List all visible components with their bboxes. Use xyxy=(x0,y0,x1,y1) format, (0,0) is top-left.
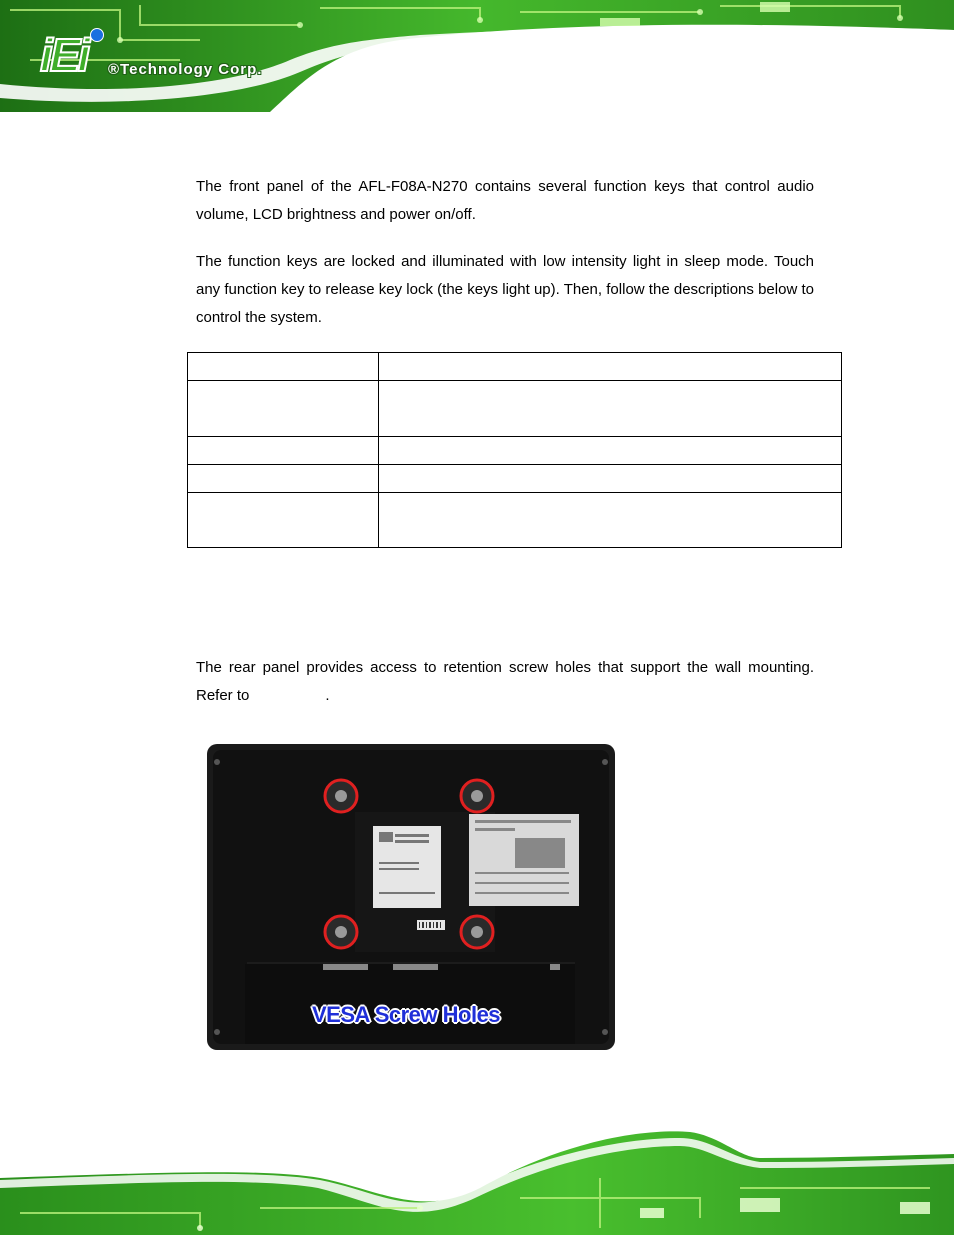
table-cell-description xyxy=(379,353,842,381)
refer-to-suffix: . xyxy=(325,687,330,704)
vesa-screw-holes-label: VESA Screw Holes xyxy=(312,1002,501,1027)
table-row xyxy=(188,381,842,437)
table-cell-description xyxy=(379,493,842,548)
header-banner xyxy=(0,0,954,112)
table-cell-key xyxy=(188,353,379,381)
table-cell-description xyxy=(379,437,842,465)
logo-dot-icon xyxy=(90,28,104,42)
logo-text: ®Technology Corp. xyxy=(108,61,263,78)
table-row xyxy=(188,353,842,381)
table-row xyxy=(188,465,842,493)
logo-mark: iEi xyxy=(40,29,88,81)
refer-to-prefix: Refer to xyxy=(196,687,250,704)
table-cell-key xyxy=(188,437,379,465)
table-cell-key xyxy=(188,465,379,493)
function-keys-paragraph: The front panel of the AFL-F08A-N270 contains several function keys that control audio volume, LCD brightness and power on/off. xyxy=(196,178,814,223)
table-row xyxy=(188,437,842,465)
rear-panel-text: The rear panel provides access to retention screw holes that support the wall mounting. xyxy=(196,659,814,676)
table-cell-key xyxy=(188,493,379,548)
table-cell-description xyxy=(379,381,842,437)
table-cell-key xyxy=(188,381,379,437)
key-lock-paragraph: The function keys are locked and illuminated with low intensity light in sleep mode. Touch any function key to release key lock (the keys light up). Then, follow the descriptions below to control the system. xyxy=(196,253,814,326)
table-cell-description xyxy=(379,465,842,493)
circuit-board-footer-graphic xyxy=(0,1118,954,1235)
footer-banner xyxy=(0,1118,954,1235)
table-row xyxy=(188,493,842,548)
rear-panel-paragraph xyxy=(196,654,814,710)
function-key-table xyxy=(187,352,842,548)
company-logo xyxy=(40,28,290,83)
